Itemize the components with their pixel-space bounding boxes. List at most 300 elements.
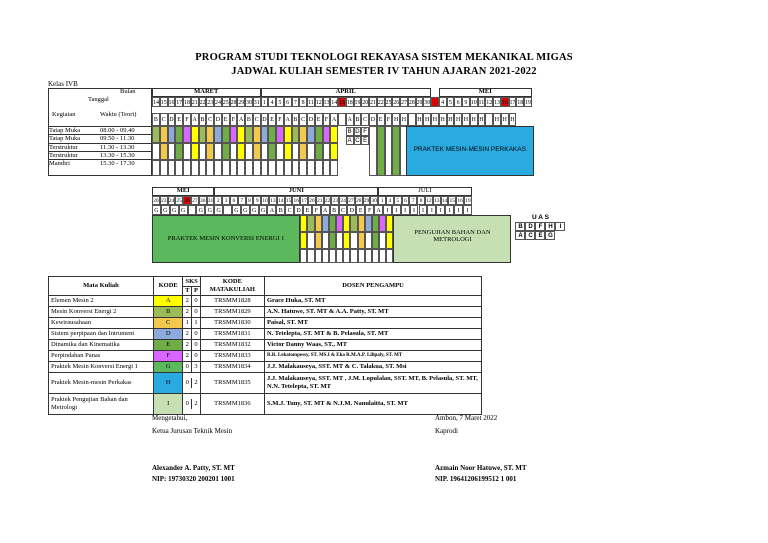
schedule-block-b xyxy=(152,126,160,143)
code-cell: H xyxy=(431,113,439,126)
date-cell: 23 xyxy=(160,198,167,204)
schedule-block-a xyxy=(386,215,393,232)
schedule-block-b xyxy=(307,232,314,249)
schedule-block-a xyxy=(343,232,350,249)
tanggal-label: Tanggal xyxy=(88,96,109,103)
date-cell: 14 xyxy=(152,97,160,107)
date-cell: 17 xyxy=(509,97,517,107)
code-cell: D xyxy=(369,113,377,126)
schedule-block-a xyxy=(237,126,245,143)
header-sks-p: P xyxy=(193,286,198,294)
course-sks xyxy=(183,394,200,415)
date-cell: 6 xyxy=(402,196,410,205)
schedule-block-b xyxy=(152,143,160,160)
uas-code-cell: C xyxy=(525,231,535,240)
date-cell: 18 xyxy=(346,97,354,107)
code-cell: C xyxy=(206,113,214,126)
schedule-block-c xyxy=(358,215,365,232)
date-cell: 2 xyxy=(214,196,222,205)
code-cell: A xyxy=(321,205,330,215)
schedule-block-d xyxy=(168,143,176,160)
waktu-cell: 11.30 - 13.30 xyxy=(100,143,135,151)
course-sks xyxy=(183,296,200,307)
schedule-block-f xyxy=(323,143,331,160)
code-cell: B xyxy=(330,205,339,215)
left-name: Alexander A. Patty, ST. MT xyxy=(152,464,235,472)
uts-code-cell: F xyxy=(361,127,369,136)
schedule-block-empty xyxy=(276,160,284,176)
date-cell: 21 xyxy=(316,198,323,204)
header-dosen: DOSEN PENGAMPU xyxy=(264,277,481,296)
schedule-block xyxy=(385,126,393,176)
schedule-block-d xyxy=(365,232,372,249)
schedule-block-d xyxy=(168,126,176,143)
schedule-block-f xyxy=(336,232,343,249)
uas-code-cell: I xyxy=(555,222,565,231)
schedule-block-empty xyxy=(152,160,160,176)
sks-p: 0 xyxy=(194,330,198,337)
schedule-block-d xyxy=(365,215,372,232)
schedule-block-empty xyxy=(199,160,207,176)
date-cell: 23 xyxy=(332,198,339,204)
uas-code-cell: A xyxy=(515,231,525,240)
schedule-block xyxy=(392,126,400,176)
sks-p: 1 xyxy=(194,319,198,326)
date-cell: 6 xyxy=(454,97,462,107)
code-cell: G xyxy=(152,205,161,215)
month-label: APRIL xyxy=(335,88,356,95)
schedule-block-empty xyxy=(307,249,314,263)
code-cell: G xyxy=(214,205,223,215)
praktek-perkakas-label: PRAKTEK MESIN-MESIN PERKAKAS xyxy=(413,146,526,153)
schedule-block-empty xyxy=(299,160,307,176)
schedule-block-empty xyxy=(175,160,183,176)
date-cell: 20 xyxy=(309,198,315,204)
schedule-block-empty xyxy=(284,160,292,176)
date-cell: 24 xyxy=(340,198,346,204)
schedule-block-e xyxy=(372,232,379,249)
schedule-block-e xyxy=(222,143,230,160)
header-mata-kuliah: Mata Kuliah xyxy=(49,277,154,296)
code-cell: G xyxy=(241,205,250,215)
code-cell: B xyxy=(245,113,253,126)
date-cell: 7 xyxy=(292,97,300,107)
schedule-block-b xyxy=(245,126,253,143)
schedule-block-f xyxy=(276,143,284,160)
code-cell: I xyxy=(445,205,454,215)
schedule-block-a xyxy=(386,232,393,249)
date-cell: 25 xyxy=(385,97,393,107)
month-label: MARET xyxy=(194,88,219,95)
date-cell: 26 xyxy=(392,97,400,107)
schedule-block-e xyxy=(268,126,276,143)
schedule-block-d xyxy=(322,215,329,232)
date-cell: 9 xyxy=(462,97,470,107)
code-cell: I xyxy=(410,205,419,215)
date-cell: 28 xyxy=(355,198,362,204)
date-cell: 18 xyxy=(183,97,191,107)
course-sks xyxy=(183,307,200,318)
code-cell: I xyxy=(392,205,401,215)
course-row xyxy=(49,296,482,307)
date-cell: 8 xyxy=(417,196,425,205)
course-code: D xyxy=(153,329,183,340)
sks-p: 3 xyxy=(194,363,198,370)
sks-t: 0 xyxy=(183,362,192,372)
date-cell: 28 xyxy=(230,97,238,107)
code-cell: I xyxy=(419,205,428,215)
course-name: Praktek Mesin Konversi Energi 1 xyxy=(49,362,154,373)
schedule-block-empty xyxy=(237,160,245,176)
course-mk-code: TRSMM1828 xyxy=(200,296,264,307)
date-cell: 14 xyxy=(330,97,338,107)
date-cell: 9 xyxy=(253,196,261,205)
header-kode-mk: KODE MATAKULIAH xyxy=(200,277,264,296)
code-cell: H xyxy=(501,113,509,126)
course-mk-code: TRSMM1833 xyxy=(200,351,264,362)
code-cell: D xyxy=(261,113,269,126)
course-lecturer: Grace Huka, ST. MT xyxy=(264,296,481,307)
date-cell: 19 xyxy=(524,97,532,107)
schedule-block-c xyxy=(315,215,322,232)
date-cell: 16 xyxy=(168,97,176,107)
schedule-block-empty xyxy=(358,249,365,263)
course-sks xyxy=(183,318,200,329)
schedule-block-empty xyxy=(214,160,222,176)
code-cell: H xyxy=(478,113,486,126)
date-cell: 12 xyxy=(485,97,493,107)
course-lecturer: R.R. Lekatompessy, ST. MS.I & Eka R.M.A.P. Lilipaly, ST. MT xyxy=(264,351,481,362)
sks-t: 2 xyxy=(183,329,192,339)
code-cell: I xyxy=(383,205,392,215)
schedule-block-empty xyxy=(323,160,331,176)
schedule-block-empty xyxy=(292,160,300,176)
schedule-block-c xyxy=(160,143,168,160)
holiday-date-cell: 26 xyxy=(184,198,190,204)
praktek-konversi-label: PRAKTEK MESIN KONVERSI ENERGI 1 xyxy=(167,235,285,242)
code-cell: G xyxy=(170,205,179,215)
course-name: Praktek Pengujian Bahan dan Metrologi xyxy=(49,394,154,415)
code-cell: F xyxy=(323,113,331,126)
schedule-block-c xyxy=(206,143,214,160)
sks-t: 2 xyxy=(183,296,192,306)
date-cell: 10 xyxy=(262,198,268,204)
schedule-block-b xyxy=(199,143,207,160)
schedule-block-empty xyxy=(330,160,338,176)
row-divider xyxy=(48,126,152,127)
schedule-block-empty xyxy=(315,160,323,176)
class-label: Kelas IVB xyxy=(48,80,78,88)
course-lecturer: J.J. Malakauseya, SST. MT , J.M. Lopulalan, SST. MT, B. Pelasula, ST. MT, N.N. Tetelepta, ST. MT xyxy=(264,373,481,394)
left-nip: NIP: 19730320 200201 1001 xyxy=(152,475,235,483)
uts-code-cell: A xyxy=(347,138,352,144)
code-cell: G xyxy=(250,205,259,215)
code-cell: A xyxy=(330,113,338,126)
header-kode: KODE xyxy=(153,277,183,296)
kegiatan-label: Kegiatan xyxy=(52,111,76,118)
code-cell: B xyxy=(354,113,362,126)
code-cell: E xyxy=(268,113,276,126)
date-cell: 7 xyxy=(238,196,246,205)
course-row xyxy=(49,318,482,329)
date-cell: 21 xyxy=(191,97,199,107)
course-row xyxy=(49,373,482,394)
date-cell: 10 xyxy=(470,97,478,107)
schedule-block-a xyxy=(237,143,245,160)
code-cell: G xyxy=(196,205,205,215)
code-cell: C xyxy=(299,113,307,126)
course-row xyxy=(49,394,482,415)
header-sks xyxy=(183,277,200,296)
uas-code-cell: F xyxy=(535,222,545,231)
schedule-block-e xyxy=(315,143,323,160)
code-cell: A xyxy=(267,205,276,215)
sks-t: 0 xyxy=(183,378,192,388)
course-name: Elemen Mesin 2 xyxy=(49,296,154,307)
date-cell: 4 xyxy=(386,196,394,205)
date-cell: 13 xyxy=(433,198,440,204)
schedule-block-e xyxy=(222,126,230,143)
code-cell: F xyxy=(385,113,393,126)
schedule-block-e xyxy=(315,126,323,143)
course-row xyxy=(49,362,482,373)
schedule-block-a xyxy=(330,143,338,160)
waktu-cell: 13.30 - 15.30 xyxy=(100,151,135,159)
date-cell: 25 xyxy=(176,198,183,204)
header-sks-t: T xyxy=(183,287,192,295)
schedule-block-b xyxy=(245,143,253,160)
date-cell: 8 xyxy=(246,196,254,205)
schedule-block-b xyxy=(307,215,314,232)
date-cell: 21 xyxy=(369,97,377,107)
schedule-block-f xyxy=(183,126,191,143)
uts-code-cell: B xyxy=(347,129,352,135)
course-mk-code: TRSMM1830 xyxy=(200,318,264,329)
schedule-block-c xyxy=(299,126,307,143)
code-cell: B xyxy=(152,113,160,126)
date-cell: 24 xyxy=(168,198,175,204)
code-cell xyxy=(485,113,493,126)
schedule-block-empty xyxy=(300,249,307,263)
schedule-block-empty xyxy=(379,249,386,263)
schedule-block-c xyxy=(206,126,214,143)
schedule-block-a xyxy=(284,126,292,143)
right-role: Kaprodi xyxy=(435,427,458,435)
sks-p: 0 xyxy=(194,308,198,315)
code-cell: E xyxy=(377,113,385,126)
schedule-block-b xyxy=(292,143,300,160)
schedule-block-d xyxy=(307,126,315,143)
course-lecturer: A.N. Hatuwe, ST. MT & A.A. Patty, ST. MT xyxy=(264,307,481,318)
code-cell: D xyxy=(294,205,303,215)
course-mk-code: TRSMM1829 xyxy=(200,307,264,318)
schedule-block-f xyxy=(183,143,191,160)
course-mk-code: TRSMM1831 xyxy=(200,329,264,340)
course-name: Praktek Mesin-mesin Perkakas xyxy=(49,373,154,394)
course-sks xyxy=(183,351,200,362)
code-cell: G xyxy=(161,205,170,215)
waktu-label: Waktu (Teori) xyxy=(100,111,137,118)
code-cell: D xyxy=(307,113,315,126)
schedule-block-e xyxy=(329,215,336,232)
schedule-block-b xyxy=(350,232,357,249)
uas-code-cell: H xyxy=(545,222,555,231)
code-cell: F xyxy=(230,113,238,126)
code-cell: I xyxy=(436,205,445,215)
code-cell: H xyxy=(439,113,447,126)
code-cell: E xyxy=(175,113,183,126)
date-cell: 1 xyxy=(261,97,269,107)
date-cell: 13 xyxy=(323,97,331,107)
course-table xyxy=(48,276,482,415)
date-cell: 16 xyxy=(457,198,463,204)
course-mk-code: TRSMM1836 xyxy=(200,394,264,415)
code-cell: F xyxy=(183,113,191,126)
sks-t: 0 xyxy=(183,399,192,409)
course-lecturer: N. Tetelepta, ST. MT & B. Pelasula, ST. MT xyxy=(264,329,481,340)
code-cell: H xyxy=(509,113,517,126)
schedule-block-empty xyxy=(365,249,372,263)
uas-code-cell: D xyxy=(525,222,535,231)
course-code: C xyxy=(153,318,183,329)
date-cell: 7 xyxy=(409,196,417,205)
date-cell: 29 xyxy=(237,97,245,107)
code-cell: H xyxy=(493,113,501,126)
course-sks xyxy=(183,329,200,340)
uts-code-cell: E xyxy=(363,138,368,144)
code-cell: H xyxy=(392,113,400,126)
schedule-block-d xyxy=(261,126,269,143)
date-cell: 25 xyxy=(222,97,230,107)
schedule-block-c xyxy=(315,232,322,249)
schedule-block-a xyxy=(284,143,292,160)
uas-code-cell: B xyxy=(515,222,525,231)
code-cell: E xyxy=(222,113,230,126)
schedule-block-a xyxy=(300,215,307,232)
schedule-block-empty xyxy=(372,249,379,263)
code-cell: F xyxy=(312,205,321,215)
schedule-block-e xyxy=(329,232,336,249)
kegiatan-cell: Terstruktur xyxy=(49,143,78,151)
date-cell: 13 xyxy=(270,198,276,204)
code-cell: I xyxy=(427,205,436,215)
schedule-block-f xyxy=(379,215,386,232)
schedule-block-f xyxy=(276,126,284,143)
course-code: H xyxy=(153,373,183,394)
code-cell: H xyxy=(447,113,455,126)
kegiatan-cell: Tatap Muka xyxy=(49,127,81,134)
code-cell: E xyxy=(315,113,323,126)
schedule-block-f xyxy=(336,215,343,232)
date-cell: 30 xyxy=(423,97,431,107)
date-cell: 31 xyxy=(253,97,261,107)
code-cell: B xyxy=(199,113,207,126)
date-cell: 12 xyxy=(426,198,432,204)
code-cell xyxy=(408,113,416,126)
kegiatan-cell: Terstruktur xyxy=(49,151,78,159)
schedule-block-empty xyxy=(230,160,238,176)
uas-code-cell: E xyxy=(535,231,545,240)
date-cell: 17 xyxy=(301,198,307,204)
pengujian-label: PENGUJIAN BAHAN DAN METROLOGI xyxy=(414,229,491,243)
month-label: MEI xyxy=(478,88,492,95)
code-cell: C xyxy=(253,113,261,126)
waktu-cell: 15.30 - 17.30 xyxy=(100,160,135,168)
course-code: F xyxy=(153,351,183,362)
uts-code-cell: C xyxy=(355,138,360,144)
schedule-block-empty xyxy=(322,249,329,263)
course-code: A xyxy=(153,296,183,307)
code-cell: C xyxy=(339,205,348,215)
course-row xyxy=(49,340,482,351)
right-nip: NIP. 19641206199512 1 001 xyxy=(435,475,517,483)
right-name: Azmain Noor Hatuwe, ST. MT xyxy=(435,464,527,472)
code-cell: D xyxy=(168,113,176,126)
uas-label: U A S xyxy=(532,214,549,221)
course-sks xyxy=(183,340,200,351)
schedule-block-f xyxy=(230,143,238,160)
code-cell: E xyxy=(356,205,365,215)
code-cell: B xyxy=(292,113,300,126)
date-cell: 14 xyxy=(277,198,284,204)
schedule-block-empty xyxy=(329,249,336,263)
date-cell: 20 xyxy=(153,198,159,204)
sks-p: 2 xyxy=(194,379,198,386)
date-cell: 27 xyxy=(400,97,408,107)
holiday-date-cell: 16 xyxy=(501,97,509,107)
row-divider xyxy=(48,159,152,160)
course-sks xyxy=(183,362,200,373)
schedule-block-empty xyxy=(350,249,357,263)
right-place-date: Ambon, 7 Maret 2022 xyxy=(435,414,498,422)
schedule-block-empty xyxy=(343,249,350,263)
code-cell: E xyxy=(303,205,312,215)
schedule-block-empty xyxy=(168,160,176,176)
schedule-block-empty xyxy=(206,160,214,176)
course-name: Sistem perpipaan dan Intrument xyxy=(49,329,154,340)
course-sks xyxy=(183,373,200,394)
schedule-block-c xyxy=(253,126,261,143)
schedule-block-d xyxy=(322,232,329,249)
date-cell: 13 xyxy=(493,97,501,107)
schedule-block-c xyxy=(358,232,365,249)
course-lecturer: Paisal, ST. MT xyxy=(264,318,481,329)
course-name: Mesin Konversi Energi 2 xyxy=(49,307,154,318)
date-cell: 5 xyxy=(447,97,455,107)
month-label: JUNI xyxy=(288,187,304,194)
schedule-block-f xyxy=(379,232,386,249)
schedule-block-f xyxy=(323,126,331,143)
course-row xyxy=(49,329,482,340)
course-mk-code: TRSMM1834 xyxy=(200,362,264,373)
code-cell: A xyxy=(346,113,354,126)
code-cell: I xyxy=(463,205,472,215)
code-cell: C xyxy=(361,113,369,126)
date-cell: 28 xyxy=(408,97,416,107)
schedule-block-f xyxy=(230,126,238,143)
schedule-block-empty xyxy=(245,160,253,176)
schedule-block-empty xyxy=(386,249,393,263)
course-code: I xyxy=(153,394,183,415)
uas-code-cell: G xyxy=(545,231,555,240)
code-cell xyxy=(338,113,346,126)
date-cell: 22 xyxy=(324,198,331,204)
code-cell: A xyxy=(237,113,245,126)
month-label: JULI xyxy=(418,187,432,194)
schedule-block-empty xyxy=(336,249,343,263)
date-cell: 19 xyxy=(354,97,362,107)
code-cell: H xyxy=(423,113,431,126)
